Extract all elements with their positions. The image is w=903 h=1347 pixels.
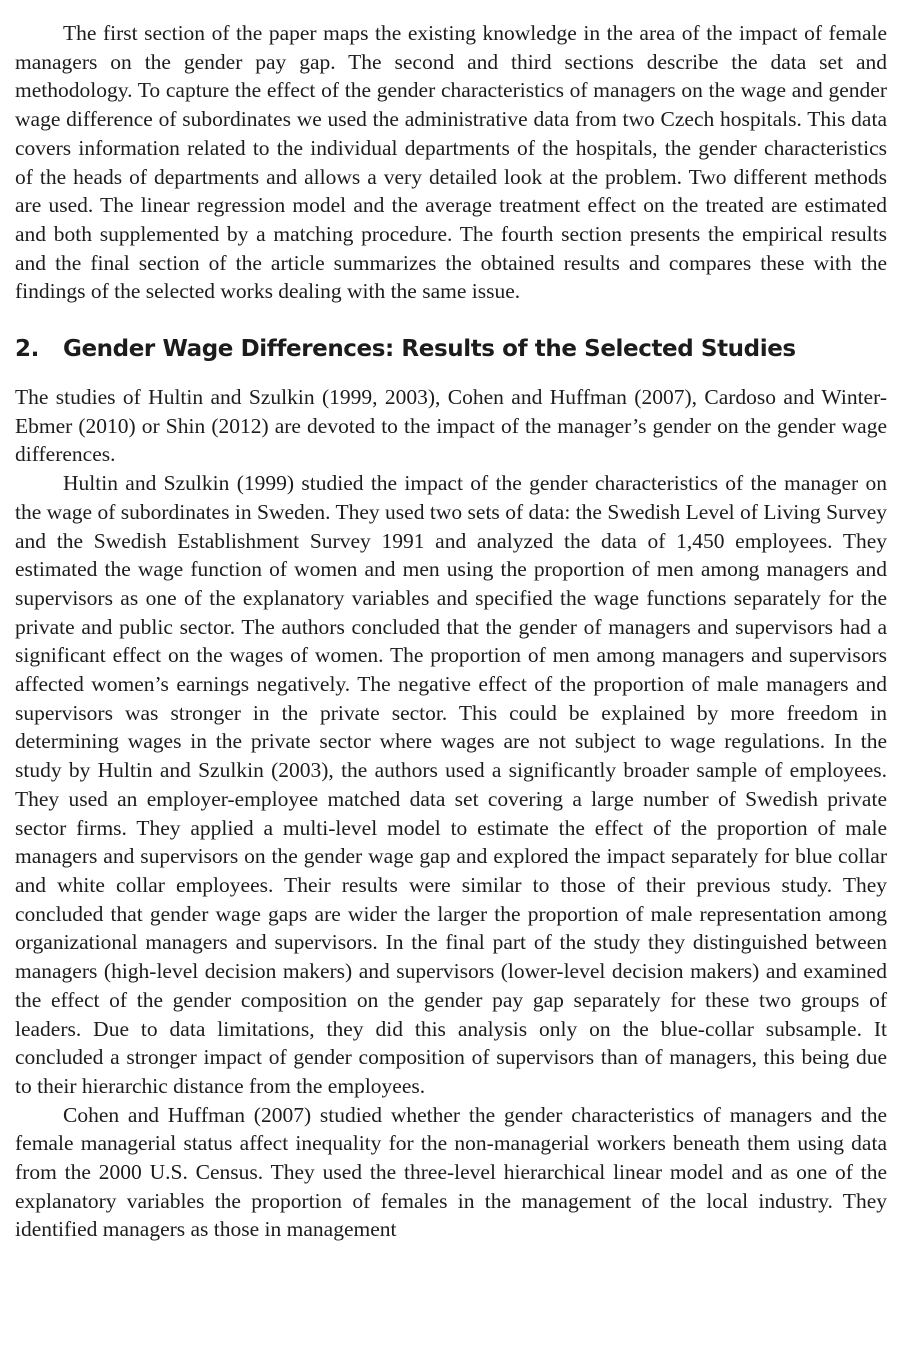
document-page [15, 19, 887, 1244]
body-paragraph-hultin-szulkin: Hultin and Szulkin (1999) studied the impact of the gender characteristics of the manager on the wage of subordinates in Sweden. They used two sets of data: the Swedish Level of Living Survey and the Swedish Establishment Survey 1991 and analyzed the data of 1,450 employees. They estimated the wage function of women and men using the proportion of men among managers and supervisors as one of the explanatory variables and specified the wage functions separately for the private and public sector. The authors concluded that the gender of managers and supervisors had a significant effect on the wages of women. The proportion of men among managers and supervisors affected women’s earnings negatively. The negative effect of the proportion of male managers and supervisors was stronger in the private sector. This could be explained by more freedom in determining wages in the private sector where wages are not subject to wage regulations. In the study by Hultin and Szulkin (2003), the authors used a significantly broader sample of employees. They used an employer-employee matched data set covering a large number of Swedish private sector firms. They applied a multi-level model to estimate the effect of the proportion of male managers and supervisors on the gender wage gap and explored the impact separately for blue collar and white collar employees. Their results were similar to those of their previous study. They concluded that gender wage gaps are wider the larger the proportion of male representation among organizational managers and supervisors. In the final part of the study they distinguished between managers (high-level decision makers) and supervisors (lower-level decision makers) and examined the effect of the gender composition on the gender pay gap separately for these two groups of leaders. Due to data limitations, they did this analysis only on the blue-collar subsample. It concluded a stronger impact of gender composition of supervisors than of managers, this being due to their hierarchic distance from the employees. [15, 471, 887, 1098]
section-heading [15, 334, 887, 364]
section-number: 2. [15, 336, 39, 363]
body-paragraph-studies-overview: The studies of Hultin and Szulkin (1999, 2003), Cohen and Huffman (2007), Cardoso and Winter-Ebmer (2010) or Shin (2012) are devoted to the impact of the manager’s gender on the gender wage differences. [15, 385, 887, 467]
intro-paragraph: The first section of the paper maps the existing knowledge in the area of the impact of female managers on the gender pay gap. The second and third sections describe the data set and methodology. To capture the effect of the gender characteristics of managers on the wage and gender wage difference of subordinates we used the administrative data from two Czech hospitals. This data covers information related to the individual departments of the hospitals, the gender characteristics of the heads of departments and allows a very detailed look at the problem. Two different methods are used. The linear regression model and the average treatment effect on the treated are estimated and both supplemented by a matching procedure. The fourth section presents the empirical results and the final section of the article summarizes the obtained results and compares these with the findings of the selected works dealing with the same issue. [15, 21, 887, 304]
section-title: Gender Wage Differences: Results of the Selected Studies [63, 336, 796, 363]
body-paragraph-cohen-huffman: Cohen and Huffman (2007) studied whether the gender characteristics of managers and the female managerial status affect inequality for the non-managerial workers beneath them using data from the 2000 U.S. Census. They used the three-level hierarchical linear model and as one of the explanatory variables the proportion of females in the management of the local industry. They identified managers as those in management [15, 1102, 887, 1242]
